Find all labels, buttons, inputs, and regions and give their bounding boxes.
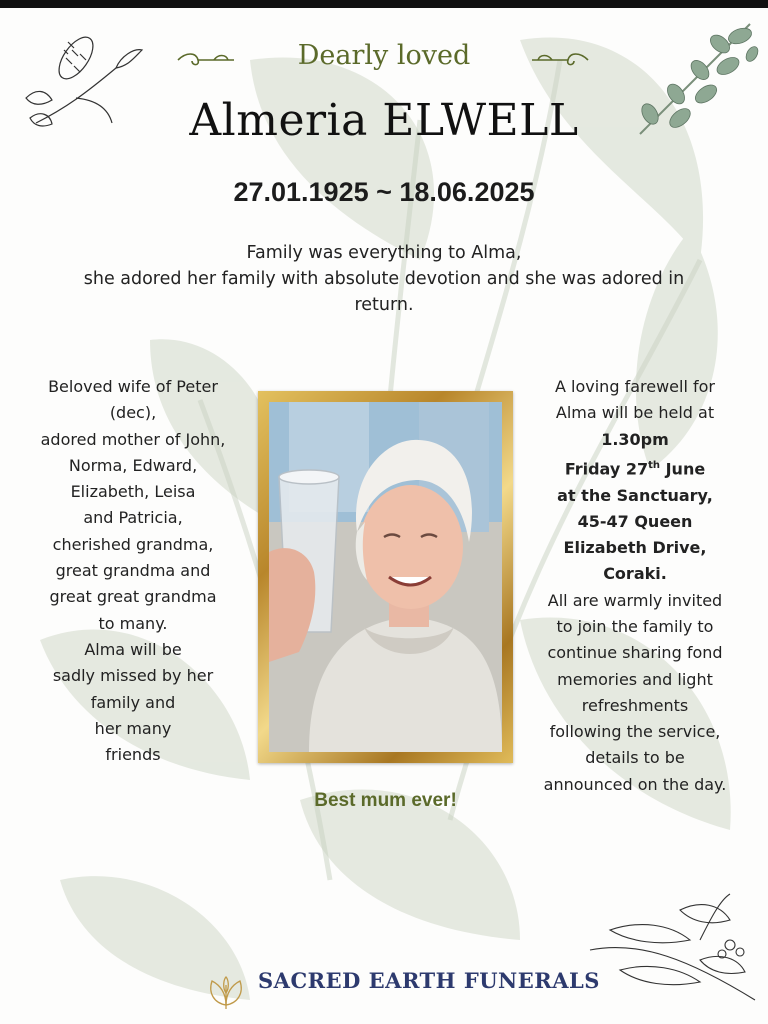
tribute-line: she adored her family with absolute devotion and she was adored in (83, 269, 685, 289)
family-line: great grandma and (55, 561, 211, 581)
family-line: great great grandma (49, 587, 217, 607)
life-dates: 27.01.1925 ~ 18.06.2025 (233, 177, 535, 207)
family-line: friends (105, 745, 161, 765)
tribute-line: return. (354, 295, 414, 315)
tribute-line: Family was everything to Alma, (246, 243, 522, 263)
service-intro-line: A loving farewell for (555, 377, 715, 396)
family-column (8, 374, 258, 768)
portrait-illustration-icon (269, 402, 502, 752)
service-month: June (660, 459, 706, 479)
closing-line: following the service, (549, 722, 721, 742)
service-venue-line: at the Sanctuary, (557, 485, 713, 505)
closing-line: refreshments (581, 695, 689, 715)
service-intro-line: Alma will be held at (555, 403, 715, 423)
family-line: to many. (98, 613, 168, 633)
family-line: (dec), (109, 403, 157, 423)
photo-caption: Best mum ever! (314, 790, 457, 811)
service-details-column (512, 374, 758, 798)
leaf-logo-icon (206, 975, 246, 1011)
family-line: Beloved wife of Peter (48, 377, 218, 396)
closing-line: announced on the day. (543, 774, 727, 794)
family-line: Elizabeth, Leisa (70, 482, 196, 502)
closing-line: continue sharing fond (547, 643, 723, 663)
family-line: Alma will be (84, 639, 182, 659)
family-line: sadly missed by her (52, 666, 214, 686)
dearly-loved-heading: Dearly loved (297, 40, 471, 71)
branch-sketch-icon (580, 890, 760, 1015)
service-venue-line: Coraki. (603, 564, 667, 584)
family-line: Norma, Edward, (68, 455, 198, 475)
family-line: adored mother of John, (40, 429, 226, 449)
tribute-text (40, 240, 728, 318)
service-date (512, 453, 758, 483)
service-venue-line: 45-47 Queen (577, 511, 693, 531)
closing-line: memories and light (557, 669, 713, 689)
service-day: Friday 27 (564, 459, 649, 479)
photo-frame (258, 391, 513, 763)
service-time: 1.30pm (601, 429, 669, 449)
funeral-home-name: SACRED EARTH FUNERALS (258, 968, 600, 993)
family-line: her many (94, 718, 172, 738)
family-line: family and (90, 692, 176, 712)
closing-line: details to be (585, 748, 685, 768)
service-venue-line: Elizabeth Drive, (563, 538, 707, 558)
family-line: cherished grandma, (52, 534, 214, 554)
service-day-suffix: th (648, 459, 661, 471)
portrait-photo (269, 402, 502, 752)
closing-line: to join the family to (556, 617, 714, 636)
family-line: and Patricia, (83, 508, 183, 528)
deceased-name: Almeria ELWELL (189, 95, 579, 146)
closing-line: All are warmly invited (547, 590, 723, 610)
